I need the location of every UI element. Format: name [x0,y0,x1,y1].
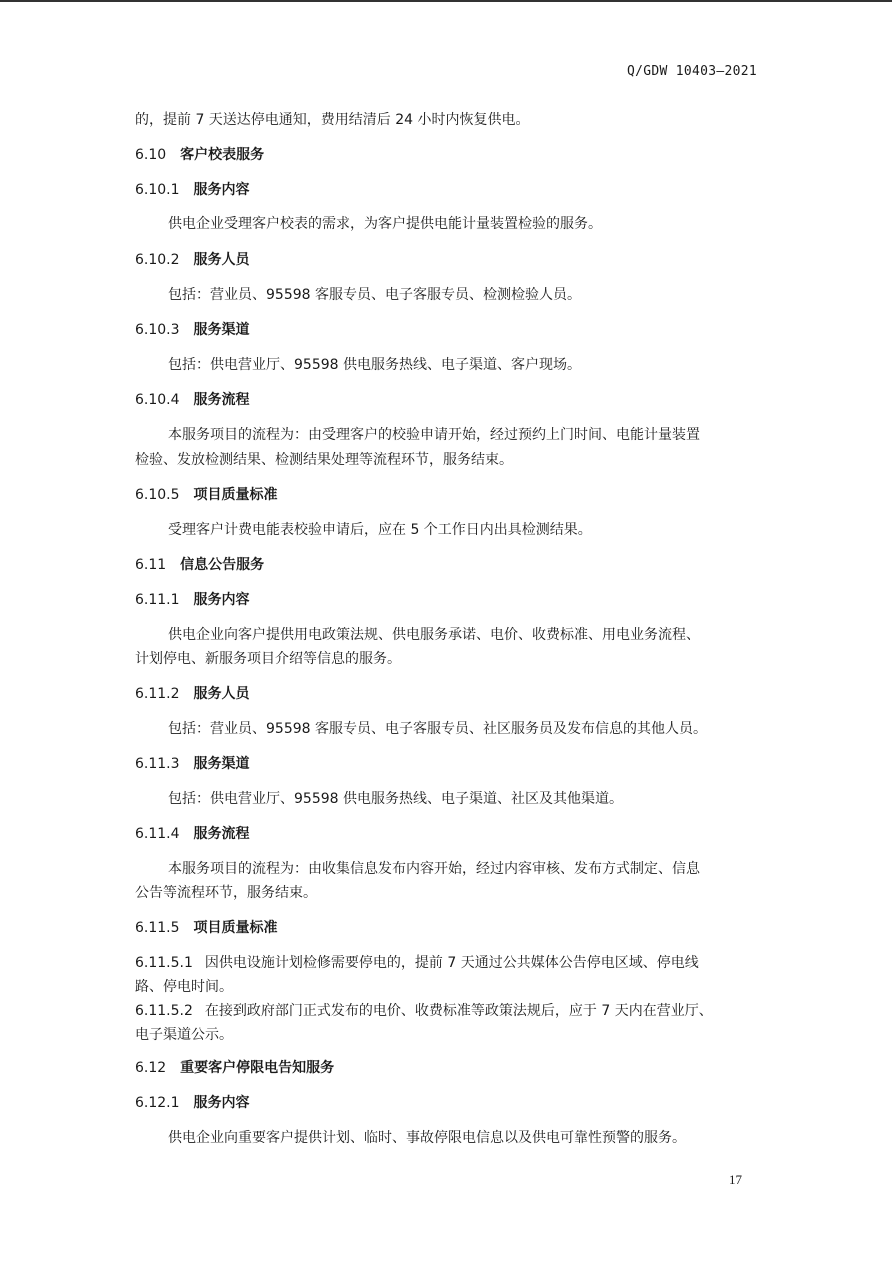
standard-code: Q/GDW 10403—2021 [626,64,757,79]
section-number: 6.10.3 [135,322,180,338]
paragraph-line [168,355,768,375]
line-text: 本服务项目的流程为：由收集信息发布内容开始，经过内容审核、发布方式制定、信息 [168,861,700,877]
line-text: 受理客户计费电能表校验申请后，应在 5 个工作日内出具检测结果。 [168,522,592,538]
line-text: 服务渠道 [193,322,250,338]
section-heading [135,390,892,410]
section-number: 6.10 [135,147,167,163]
line-text: 服务内容 [193,592,250,608]
section-number: 6.12.1 [135,1095,180,1111]
paragraph-line [168,520,768,540]
paragraph-line [168,625,768,645]
line-text: 信息公告服务 [180,557,265,573]
page-number: 17 [729,1172,742,1187]
subclause [135,1001,892,1021]
section-number: 6.10.2 [135,252,180,268]
line-text: 服务人员 [193,686,250,702]
section-number: 6.11 [135,557,167,573]
paragraph-line [135,1025,765,1045]
paragraph-line [168,719,768,739]
section-number: 6.11.5 [135,920,180,936]
section-heading [135,824,892,844]
section-heading [135,485,892,505]
top-border [0,0,892,2]
line-text: 公告等流程环节，服务结束。 [135,885,317,901]
line-text: 服务渠道 [193,756,250,772]
paragraph-line [168,425,768,445]
line-text: 服务内容 [193,182,250,198]
line-text: 路、停电时间。 [135,979,233,995]
section-heading [135,918,892,938]
section-heading [135,1093,892,1113]
section-heading [135,555,892,575]
section-heading [135,1058,892,1078]
section-number: 6.11.3 [135,756,180,772]
section-number: 6.11.4 [135,826,180,842]
line-text: 供电企业向客户提供用电政策法规、供电服务承诺、电价、收费标准、用电业务流程、 [168,627,700,643]
paragraph-line [135,110,765,130]
line-text: 项目质量标准 [193,487,278,503]
section-number: 6.10.4 [135,392,180,408]
section-number: 6.11.5.1 [135,955,193,971]
section-number: 6.12 [135,1060,167,1076]
section-heading [135,250,892,270]
line-text: 项目质量标准 [193,920,278,936]
section-number: 6.11.5.2 [135,1003,193,1019]
paragraph-line [168,789,768,809]
line-text: 客户校表服务 [180,147,265,163]
line-text: 检验、发放检测结果、检测结果处理等流程环节，服务结束。 [135,452,513,468]
section-number: 6.11.2 [135,686,180,702]
section-number: 6.11.1 [135,592,180,608]
line-text: 服务流程 [193,392,250,408]
paragraph-line [135,977,765,997]
line-text: 服务流程 [193,826,250,842]
paragraph-line [135,883,765,903]
line-text: 本服务项目的流程为：由受理客户的校验申请开始，经过预约上门时间、电能计量装置 [168,427,700,443]
section-number: 6.10.1 [135,182,180,198]
paragraph-line [168,1128,768,1148]
line-text: 的，提前 7 天送达停电通知，费用结清后 24 小时内恢复供电。 [135,112,530,128]
paragraph-line [168,214,768,234]
section-heading [135,590,892,610]
line-text: 包括：供电营业厅、95598 供电服务热线、电子渠道、社区及其他渠道。 [168,791,623,807]
line-text: 包括：营业员、95598 客服专员、电子客服专员、检测检验人员。 [168,287,581,303]
section-heading [135,145,892,165]
paragraph-line [135,450,765,470]
paragraph-line [135,649,765,669]
paragraph-line [168,285,768,305]
section-number: 6.10.5 [135,487,180,503]
line-text: 在接到政府部门正式发布的电价、收费标准等政策法规后，应于 7 天内在营业厅、 [204,1003,713,1019]
paragraph-line [168,859,768,879]
line-text: 电子渠道公示。 [135,1027,233,1043]
line-text: 包括：供电营业厅、95598 供电服务热线、电子渠道、客户现场。 [168,357,581,373]
subclause [135,953,892,973]
line-text: 计划停电、新服务项目介绍等信息的服务。 [135,651,401,667]
line-text: 包括：营业员、95598 客服专员、电子客服专员、社区服务员及发布信息的其他人员。 [168,721,707,737]
line-text: 供电企业受理客户校表的需求，为客户提供电能计量装置检验的服务。 [168,216,602,232]
line-text: 重要客户停限电告知服务 [180,1060,335,1076]
line-text: 服务人员 [193,252,250,268]
section-heading [135,320,892,340]
line-text: 供电企业向重要客户提供计划、临时、事故停限电信息以及供电可靠性预警的服务。 [168,1130,686,1146]
line-text: 服务内容 [193,1095,250,1111]
section-heading [135,180,892,200]
section-heading [135,684,892,704]
line-text: 因供电设施计划检修需要停电的，提前 7 天通过公共媒体公告停电区域、停电线 [204,955,699,971]
section-heading [135,754,892,774]
